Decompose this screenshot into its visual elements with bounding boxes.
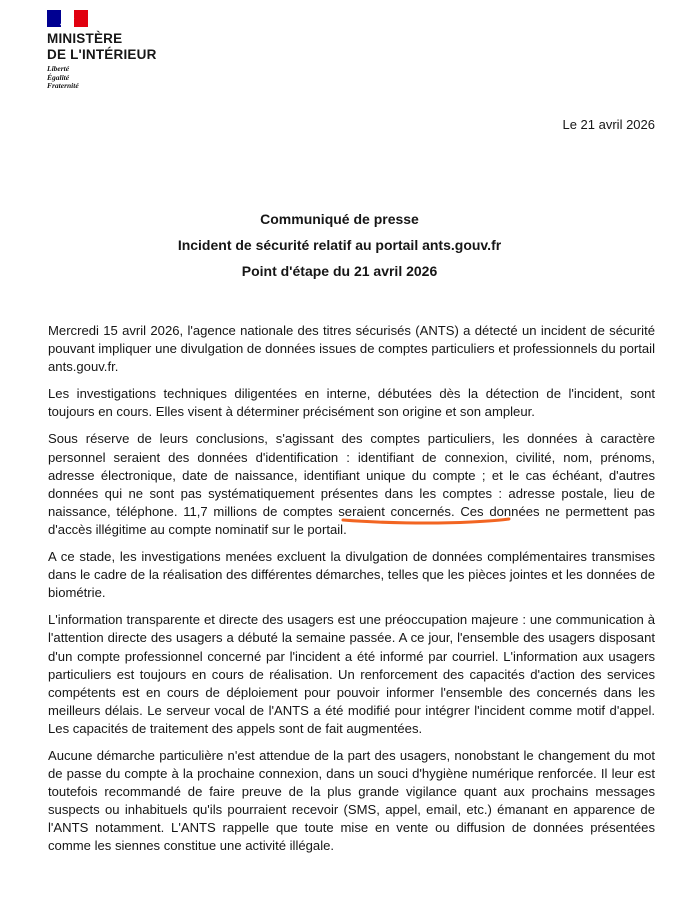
paragraph-data-scope-start: Sous réserve de leurs conclusions, s'agissant des comptes particuliers, les données à caractère personnel seraient des données d'identification : identifiant de connexion, civilité, nom, prénoms, adresse électronique, date de naissance, identifiant unique du compte ; et le cas échéant, d'autres données qui ne sont pas systématiquement présentes dans les comptes : adresse postale, lieu de naissance, téléphone. [48, 431, 655, 519]
ministry-name-line1: MINISTÈRE [47, 31, 123, 46]
paragraph-exclusions: A ce stade, les investigations menées excluent la divulgation de données complémentaires transmises dans le cadre de la réalisation des différentes démarches, telles que les pièces jointes et les données de biométrie. [48, 549, 655, 601]
republic-motto [47, 65, 157, 91]
paragraph-data-scope-end: Ces données ne permettent pas d'accès illégitime au compte nominatif sur le portail. [48, 503, 655, 537]
motto-fraternite: Fraternité [47, 81, 79, 90]
motto-egalite: Égalité [47, 72, 70, 82]
title-line-1: Communiqué de presse [260, 211, 419, 227]
highlighted-accounts-count: 11,7 millions de comptes seraient concernés. [183, 503, 455, 519]
paragraph-recommendations: Aucune démarche particulière n'est attendue de la part des usagers, nonobstant le changement du mot de passe du compte à la prochaine connexion, dans un souci d'hygiène numérique renforcée. Il leur est toutefois recommandé de faire preuve de la plus grande vigilance quant aux prochains messages suspects ou inhabituels qu'ils pourraient recevoir (SMS, appel, email, etc.) émanant en apparence de l'ANTS notamment. L'ANTS rappelle que toute mise en vente ou diffusion de données présentées comme les siennes constitue une activité illégale. [48, 747, 655, 854]
press-release-title [0, 206, 679, 284]
handwritten-underline-annotation [341, 514, 511, 528]
title-line-2: Incident de sécurité relatif au portail ants.gouv.fr [177, 237, 502, 253]
marianne-flag-icon [47, 10, 88, 27]
ministry-logo [47, 10, 157, 91]
paragraph-investigations: Les investigations techniques diligentées en interne, débutées dès la détection de l'incident, sont toujours en cours. Elles visent à déterminer précisément son origine et son ampleur. [48, 386, 655, 420]
document-date: Le 21 avril 2026 [562, 117, 655, 132]
title-line-3: Point d'étape du 21 avril 2026 [241, 263, 438, 279]
press-release-body [48, 322, 655, 865]
motto-liberte: Liberté [47, 64, 70, 73]
paragraph-communication: L'information transparente et directe des usagers est une préoccupation majeure : une communication à l'attention directe des usagers a débuté la semaine passée. A ce jour, l'ensemble des usagers disposant d'un compte professionnel concerné par l'incident a été informé par courriel. L'information aux usagers particuliers est toujours en cours de réalisation. Un renforcement des capacités d'action des services compétents est en cours de déploiement pour pouvoir informer l'ensemble des concernés dans les meilleurs délais. Le serveur vocal de l'ANTS a été modifié pour intégrer l'incident comme motif d'appel. Les capacités de traitement des appels sont de fait augmentées. [48, 612, 655, 736]
ministry-name [47, 31, 157, 62]
paragraph-detection: Mercredi 15 avril 2026, l'agence nationale des titres sécurisés (ANTS) a détecté un incident de sécurité pouvant impliquer une divulgation de données issues de comptes particuliers et professionnels du portail ants.gouv.fr. [48, 323, 655, 375]
ministry-name-line2: DE L'INTÉRIEUR [47, 46, 157, 62]
